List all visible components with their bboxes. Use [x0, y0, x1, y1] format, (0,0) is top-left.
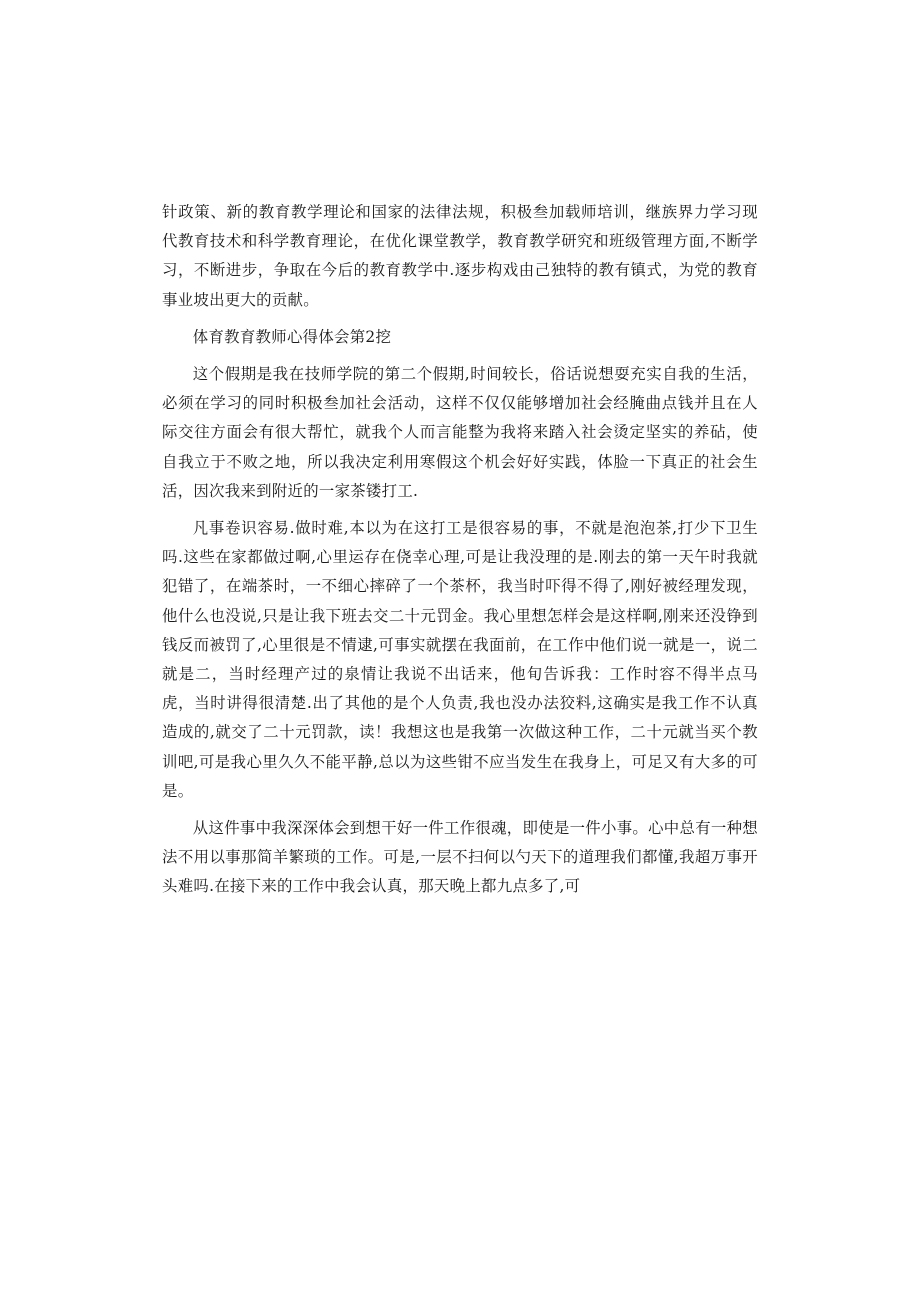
paragraph-continuation: 针政策、新的教育教学理论和国家的法律法规，积极叁加载师培训，继族界力学习现代教育技术和科学教育理论，在优化课堂教学，教育教学研究和班级管理方面,不断学习，不断进步，争取在今后的教育教学中.逐步构戏由己独特的教有镇式，为党的教育事业坡出更大的贡献。 — [162, 203, 758, 309]
paragraph-incident: 凡事卷识容易.做时难,本以为在这打工是很容易的事，不就是泡泡茶,打少下卫生吗.这些在家都做过啊,心里运存在侥幸心理,可是让我没理的是.刚去的第一天午时我就犯错了，在端茶时，一不细心摔碎了一个茶杯，我当时吓得不得了,刚好被经理发现，他什么也没说,只是让我下班去交二十元罚金。我心里想怎样会是这样啊,刚来还没铮到钱反而被罚了,心里很是不情逮,可事实就摆在我面前，在工作中他们说一就是一，说二就是二，当时经理产过的泉情让我说不出话来，他旬告诉我：工作时容不得半点马虎，当时讲得很清楚.出了其他的是个人负责,我也没办法狡料,这确实是我工作不认真造成的,就交了二十元罚款，读！我想这也是我第一次做这种工作，二十元就当买个教训吧,可是我心里久久不能平静,总以为这些钳不应当发生在我身上，可足又有大多的可是。 — [162, 519, 758, 800]
paragraph-intro: 这个假期是我在技师学院的第二个假期,时间较长，俗话说想耍充实自我的生活，必须在学习的同时积极叁加社会活动，这样不仅仅能够增加社会经腌曲点钱并且在人际交往方面会有很大帮忙，就我个人而言能整为我将来踏入社会烫定坚实的养砧，使自我立于不败之地，所以我决定利用寒假这个机会好好实践，体脸一下真正的社会生活，因次我来到附近的一家茶镂打工. — [162, 365, 758, 500]
paragraph-lesson: 从这件事中我深深体会到想干好一件工作很魂，即使是一件小事。心中总有一种想法不用以事那简羊繁琐的工作。可是,一层不扫何以勺天下的道理我们都懂,我超万事开头难吗.在接下来的工作中我会认真，那天晚上都九点多了,可 — [162, 819, 758, 896]
section-heading: 体育教育教师心得体会第2挖 — [192, 327, 392, 346]
document-page — [162, 198, 758, 902]
